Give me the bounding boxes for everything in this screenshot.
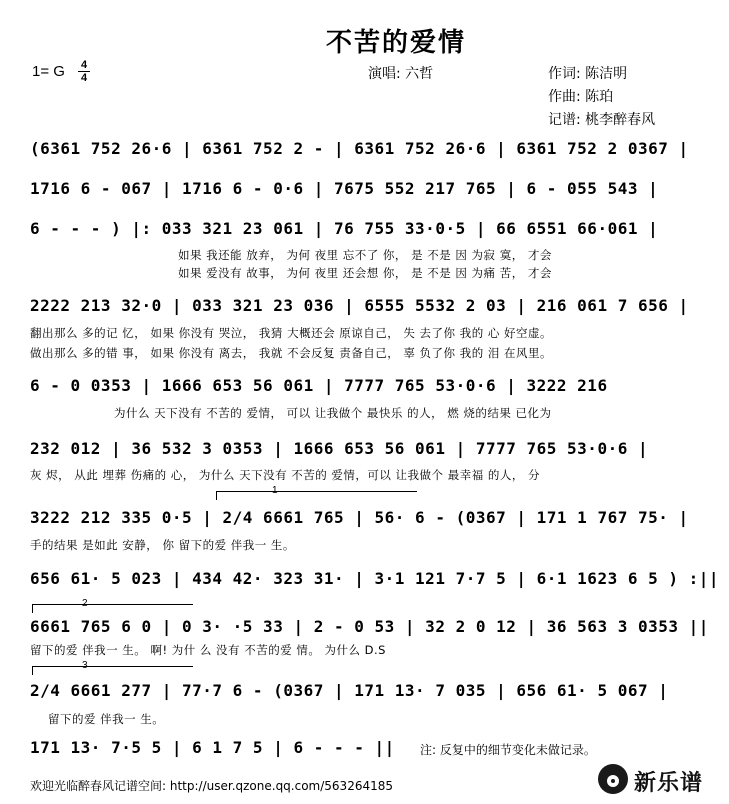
volta-number-3: 3 [82,660,88,671]
lyric-row-6: 灰 烬， 从此 埋葬 伤痛的 心， 为什么 天下没有 不苦的 爱情，可以 让我做个 最幸福 的人， 分 [30,468,541,482]
score-row-9: 6661 765 6 0 | 0 3· ·5 33 | 2 - 0 53 | 32 2 0 12 | 36 563 3 0353 || [30,617,709,636]
lyricist-credit: 作词: 陈洁明 [548,66,628,82]
lyric-row-3-verse-1: 如果 我还能 放弃， 为何 夜里 忘不了 你， 是 不是 因 为寂 寞， 才会 [178,248,552,262]
score-row-3: 6 - - - ) |: 033 321 23 061 | 76 755 33·0·5 | 66 6551 66·061 | [30,219,659,238]
volta-bracket-2 [32,604,193,613]
volta-bracket-1 [216,491,417,500]
score-row-4: 2222 213 32·0 | 033 321 23 036 | 6555 5532 2 03 | 216 061 7 656 | [30,296,689,315]
score-row-5: 6 - 0 0353 | 1666 653 56 061 | 7777 765 53·0·6 | 3222 216 [30,376,608,395]
score-row-10: 2/4 6661 277 | 77·7 6 - (0367 | 171 13· 7 035 | 656 61· 5 067 | [30,681,669,700]
lyric-row-7: 手的结果 是如此 安静， 你 留下的爱 伴我一 生。 [30,538,295,552]
lyric-row-4-verse-2: 做出那么 多的错 事， 如果 你没有 离去， 我就 不会反复 责备自己， 辜 负了你 我的 泪 在风里。 [30,346,553,360]
volta-number-1: 1 [272,485,278,496]
composer-credit: 作曲: 陈珀 [548,89,614,105]
singer-credit: 演唱: 六哲 [368,66,434,82]
lyric-row-10: 留下的爱 伴我一 生。 [48,712,165,726]
score-row-6: 232 012 | 36 532 3 0353 | 1666 653 56 061 | 7777 765 53·0·6 | [30,439,649,458]
time-signature-top: 4 [80,59,88,71]
lyric-row-3-verse-2: 如果 爱没有 故事， 为何 夜里 还会想 你， 是 不是 因 为痛 苦， 才会 [178,266,552,280]
volta-bracket-3 [32,666,193,675]
footer-link-text[interactable]: 欢迎光临醉春风记谱空间: http://user.qzone.qq.com/563264185 [30,779,394,793]
record-icon [598,764,628,794]
score-row-1: (6361 752 26·6 | 6361 752 2 - | 6361 752 26·6 | 6361 752 2 0367 | [30,139,689,158]
time-signature [78,60,90,83]
lyric-row-9: 留下的爱 伴我一 生。 啊! 为什 么 没有 不苦的爱 情。 为什么 D.S [30,643,386,657]
score-row-7: 3222 212 335 0·5 | 2/4 6661 765 | 56· 6 - (0367 | 171 1 767 75· | [30,508,689,527]
time-signature-bottom: 4 [80,72,88,84]
key-signature: 1= G [32,63,65,80]
site-logo [598,762,722,798]
transcriber-credit: 记谱: 桃李醉春风 [548,112,656,128]
score-row-8: 656 61· 5 023 | 434 42· 323 31· | 3·1 121 7·7 5 | 6·1 1623 6 5 ) :|| [30,569,720,588]
logo-text: 新乐谱 [634,771,704,796]
score-row-2: 1716 6 - 067 | 1716 6 - 0·6 | 7675 552 217 765 | 6 - 055 543 | [30,179,659,198]
song-title: 不苦的爱情 [326,28,467,58]
score-row-11: 171 13· 7·5 5 | 6 1 7 5 | 6 - - - || [30,738,395,757]
lyric-row-4-verse-1: 翻出那么 多的记 忆， 如果 你没有 哭泣， 我猜 大概还会 原谅自己， 失 去了你 我的 心 好空虚。 [30,326,553,340]
footnote: 注: 反复中的细节变化未做记录。 [420,743,596,757]
volta-number-2: 2 [82,598,88,609]
lyric-row-5: 为什么 天下没有 不苦的 爱情， 可以 让我做个 最快乐 的人， 燃 烧的结果 已化为 [114,406,552,420]
